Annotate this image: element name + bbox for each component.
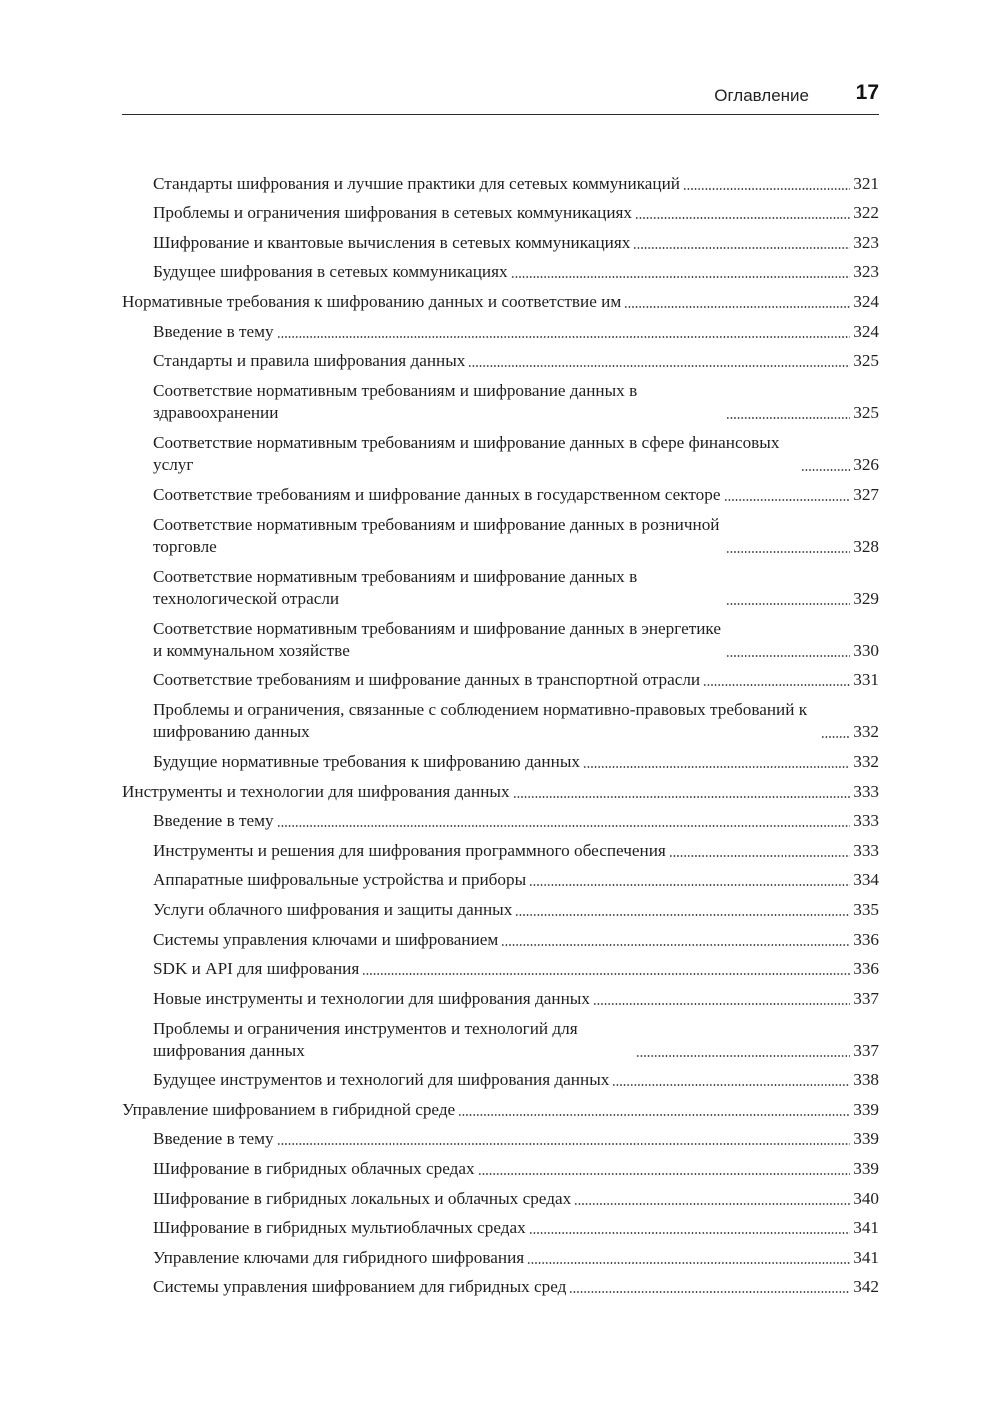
toc-leader: [511, 271, 851, 281]
toc-chapter-entry[interactable]: [122, 1093, 879, 1123]
toc-leader: [458, 1109, 850, 1119]
toc-entry[interactable]: [122, 893, 879, 923]
toc-entry[interactable]: [122, 693, 879, 745]
toc-leader: [468, 360, 850, 370]
toc-entry-page: 332: [853, 722, 879, 742]
toc-entry-title: SDK и API для шифрования: [153, 959, 360, 979]
toc-entry-title: Системы управления ключами и шифрованием: [153, 929, 499, 949]
toc-entry-page: 342: [853, 1277, 879, 1297]
toc-entry-page: 327: [853, 484, 879, 504]
toc-entry-title: Системы управления шифрованием для гибридных сред: [153, 1277, 567, 1297]
toc-entry-page: 328: [853, 536, 879, 556]
toc-entry-title: Введение в тему: [153, 321, 274, 341]
toc-entry-title: Инструменты и технологии для шифрования данных: [122, 781, 510, 801]
toc-entry-page: 338: [853, 1070, 879, 1090]
toc-leader: [703, 679, 850, 689]
toc-entry[interactable]: [122, 256, 879, 286]
toc-entry-page: 321: [853, 173, 879, 193]
header-title: Оглавление: [714, 86, 809, 105]
toc-entry-title: Проблемы и ограничения, связанные с соблюдением нормативно-правовых требований к шифрованию данных: [153, 700, 808, 742]
toc-leader: [801, 464, 850, 474]
toc-leader: [513, 791, 851, 801]
toc-entry[interactable]: [122, 864, 879, 894]
toc-leader: [569, 1286, 850, 1296]
toc-entry-title: Шифрование в гибридных облачных средах: [153, 1159, 475, 1179]
toc-entry-title: Соответствие нормативным требованиям и шифрование данных в здравоохранении: [153, 381, 638, 423]
toc-entry[interactable]: [122, 1241, 879, 1271]
toc-entry-page: 332: [853, 751, 879, 771]
toc-entry-title: Управление шифрованием в гибридной среде: [122, 1099, 456, 1119]
toc-entry-page: 335: [853, 899, 879, 919]
toc-entry-title: Соответствие нормативным требованиям и шифрование данных в технологической отрасли: [153, 566, 638, 608]
toc-leader: [515, 909, 850, 919]
toc-entry[interactable]: [122, 834, 879, 864]
toc-leader: [612, 1079, 850, 1089]
toc-entry[interactable]: [122, 1182, 879, 1212]
toc-entry[interactable]: [122, 953, 879, 983]
toc-entry-page: 334: [853, 870, 879, 890]
toc-entry[interactable]: [122, 478, 879, 508]
toc-entry[interactable]: [122, 1212, 879, 1242]
toc-leader: [574, 1198, 850, 1208]
toc-entry-page: 324: [853, 321, 879, 341]
toc-entry-page: 337: [853, 1040, 879, 1060]
toc-entry-title: Стандарты шифрования и лучшие практики для сетевых коммуникаций: [153, 173, 681, 193]
toc-entry-title: Шифрование и квантовые вычисления в сетевых коммуникациях: [153, 232, 631, 252]
toc-entry-title: Будущие нормативные требования к шифрованию данных: [153, 751, 580, 771]
toc-entry[interactable]: [122, 508, 879, 560]
toc-entry-title: Новые инструменты и технологии для шифрования данных: [153, 988, 590, 1008]
toc-entry-title: Шифрование в гибридных мультиоблачных средах: [153, 1218, 526, 1238]
toc-entry-page: 322: [853, 203, 879, 223]
toc-leader: [821, 731, 850, 741]
toc-entry-page: 336: [853, 929, 879, 949]
toc-leader: [277, 1138, 851, 1148]
toc-entry-title: Соответствие требованиям и шифрование данных в транспортной отрасли: [153, 670, 701, 690]
toc-entry[interactable]: [122, 315, 879, 345]
toc-entry-title: Инструменты и решения для шифрования программного обеспечения: [153, 840, 666, 860]
toc-entry-page: 323: [853, 232, 879, 252]
toc-leader: [362, 968, 850, 978]
toc-entry-page: 337: [853, 988, 879, 1008]
toc-leader: [583, 761, 850, 771]
table-of-contents: [122, 167, 879, 1300]
toc-entry-page: 340: [853, 1188, 879, 1208]
toc-entry[interactable]: [122, 197, 879, 227]
toc-entry-title: Шифрование в гибридных локальных и облачных средах: [153, 1188, 572, 1208]
toc-leader: [529, 879, 850, 889]
toc-entry-title: Введение в тему: [153, 811, 274, 831]
toc-entry-title: Нормативные требования к шифрованию данных и соответствие им: [122, 291, 622, 311]
toc-entry[interactable]: [122, 745, 879, 775]
toc-entry[interactable]: [122, 374, 879, 426]
running-header: [122, 81, 879, 115]
toc-entry-title: Будущее инструментов и технологий для шифрования данных: [153, 1070, 610, 1090]
toc-leader: [724, 494, 851, 504]
toc-entry-title: Проблемы и ограничения инструментов и технологий для шифрования данных: [153, 1018, 578, 1060]
toc-entry-title: Аппаратные шифровальные устройства и приборы: [153, 870, 527, 890]
toc-entry-page: 323: [853, 262, 879, 282]
toc-entry-page: 329: [853, 588, 879, 608]
toc-entry-title: Стандарты и правила шифрования данных: [153, 351, 466, 371]
toc-entry[interactable]: [122, 226, 879, 256]
toc-entry-page: 331: [853, 670, 879, 690]
toc-entry-page: 339: [853, 1099, 879, 1119]
toc-entry[interactable]: [122, 1123, 879, 1153]
toc-leader: [277, 820, 851, 830]
toc-entry-page: 326: [853, 455, 879, 475]
toc-entry-title: Управление ключами для гибридного шифрования: [153, 1247, 525, 1267]
toc-entry[interactable]: [122, 1152, 879, 1182]
toc-entry-title: Соответствие требованиям и шифрование данных в государственном секторе: [153, 484, 721, 504]
toc-entry[interactable]: [122, 167, 879, 197]
toc-leader: [669, 850, 850, 860]
toc-leader: [527, 1257, 850, 1267]
toc-entry-title: Соответствие нормативным требованиям и шифрование данных в сфере финансовых услуг: [153, 433, 780, 475]
toc-leader: [529, 1227, 850, 1237]
toc-entry-page: 325: [853, 351, 879, 371]
toc-leader: [633, 242, 850, 252]
toc-entry[interactable]: [122, 560, 879, 612]
toc-entry[interactable]: [122, 805, 879, 835]
page-number: 17: [855, 81, 879, 104]
toc-leader: [277, 331, 851, 341]
toc-leader: [624, 301, 850, 311]
toc-entry-title: Услуги облачного шифрования и защиты данных: [153, 899, 513, 919]
toc-entry[interactable]: [122, 345, 879, 375]
toc-entry-title: Соответствие нормативным требованиям и шифрование данных в розничной торговле: [153, 514, 720, 556]
toc-entry[interactable]: [122, 612, 879, 664]
toc-entry-title: Будущее шифрования в сетевых коммуникациях: [153, 262, 508, 282]
toc-entry[interactable]: [122, 982, 879, 1012]
toc-entry-page: 330: [853, 640, 879, 660]
toc-entry-page: 324: [853, 291, 879, 311]
toc-leader: [726, 412, 850, 422]
toc-entry-title: Соответствие нормативным требованиям и шифрование данных в энергетике и коммунальном хозяйстве: [153, 618, 721, 660]
toc-chapter-entry[interactable]: [122, 285, 879, 315]
toc-leader: [635, 212, 850, 222]
toc-entry[interactable]: [122, 1271, 879, 1301]
toc-entry-page: 339: [853, 1159, 879, 1179]
toc-entry-page: 333: [853, 811, 879, 831]
toc-entry[interactable]: [122, 1012, 879, 1064]
toc-entry-page: 336: [853, 959, 879, 979]
toc-leader: [501, 939, 850, 949]
toc-leader: [683, 183, 850, 193]
toc-entry-page: 341: [853, 1247, 879, 1267]
toc-leader: [593, 998, 850, 1008]
toc-entry-page: 333: [853, 840, 879, 860]
toc-leader: [726, 650, 850, 660]
toc-entry[interactable]: [122, 664, 879, 694]
toc-leader: [726, 598, 850, 608]
toc-entry-page: 339: [853, 1129, 879, 1149]
toc-entry-page: 325: [853, 403, 879, 423]
toc-entry-page: 341: [853, 1218, 879, 1238]
toc-entry[interactable]: [122, 426, 879, 478]
toc-entry-title: Введение в тему: [153, 1129, 274, 1149]
toc-leader: [726, 546, 850, 556]
toc-entry[interactable]: [122, 1064, 879, 1094]
toc-chapter-entry[interactable]: [122, 775, 879, 805]
toc-leader: [478, 1168, 851, 1178]
toc-leader: [636, 1050, 850, 1060]
toc-entry-page: 333: [853, 781, 879, 801]
toc-entry-title: Проблемы и ограничения шифрования в сетевых коммуникациях: [153, 203, 633, 223]
toc-entry[interactable]: [122, 923, 879, 953]
